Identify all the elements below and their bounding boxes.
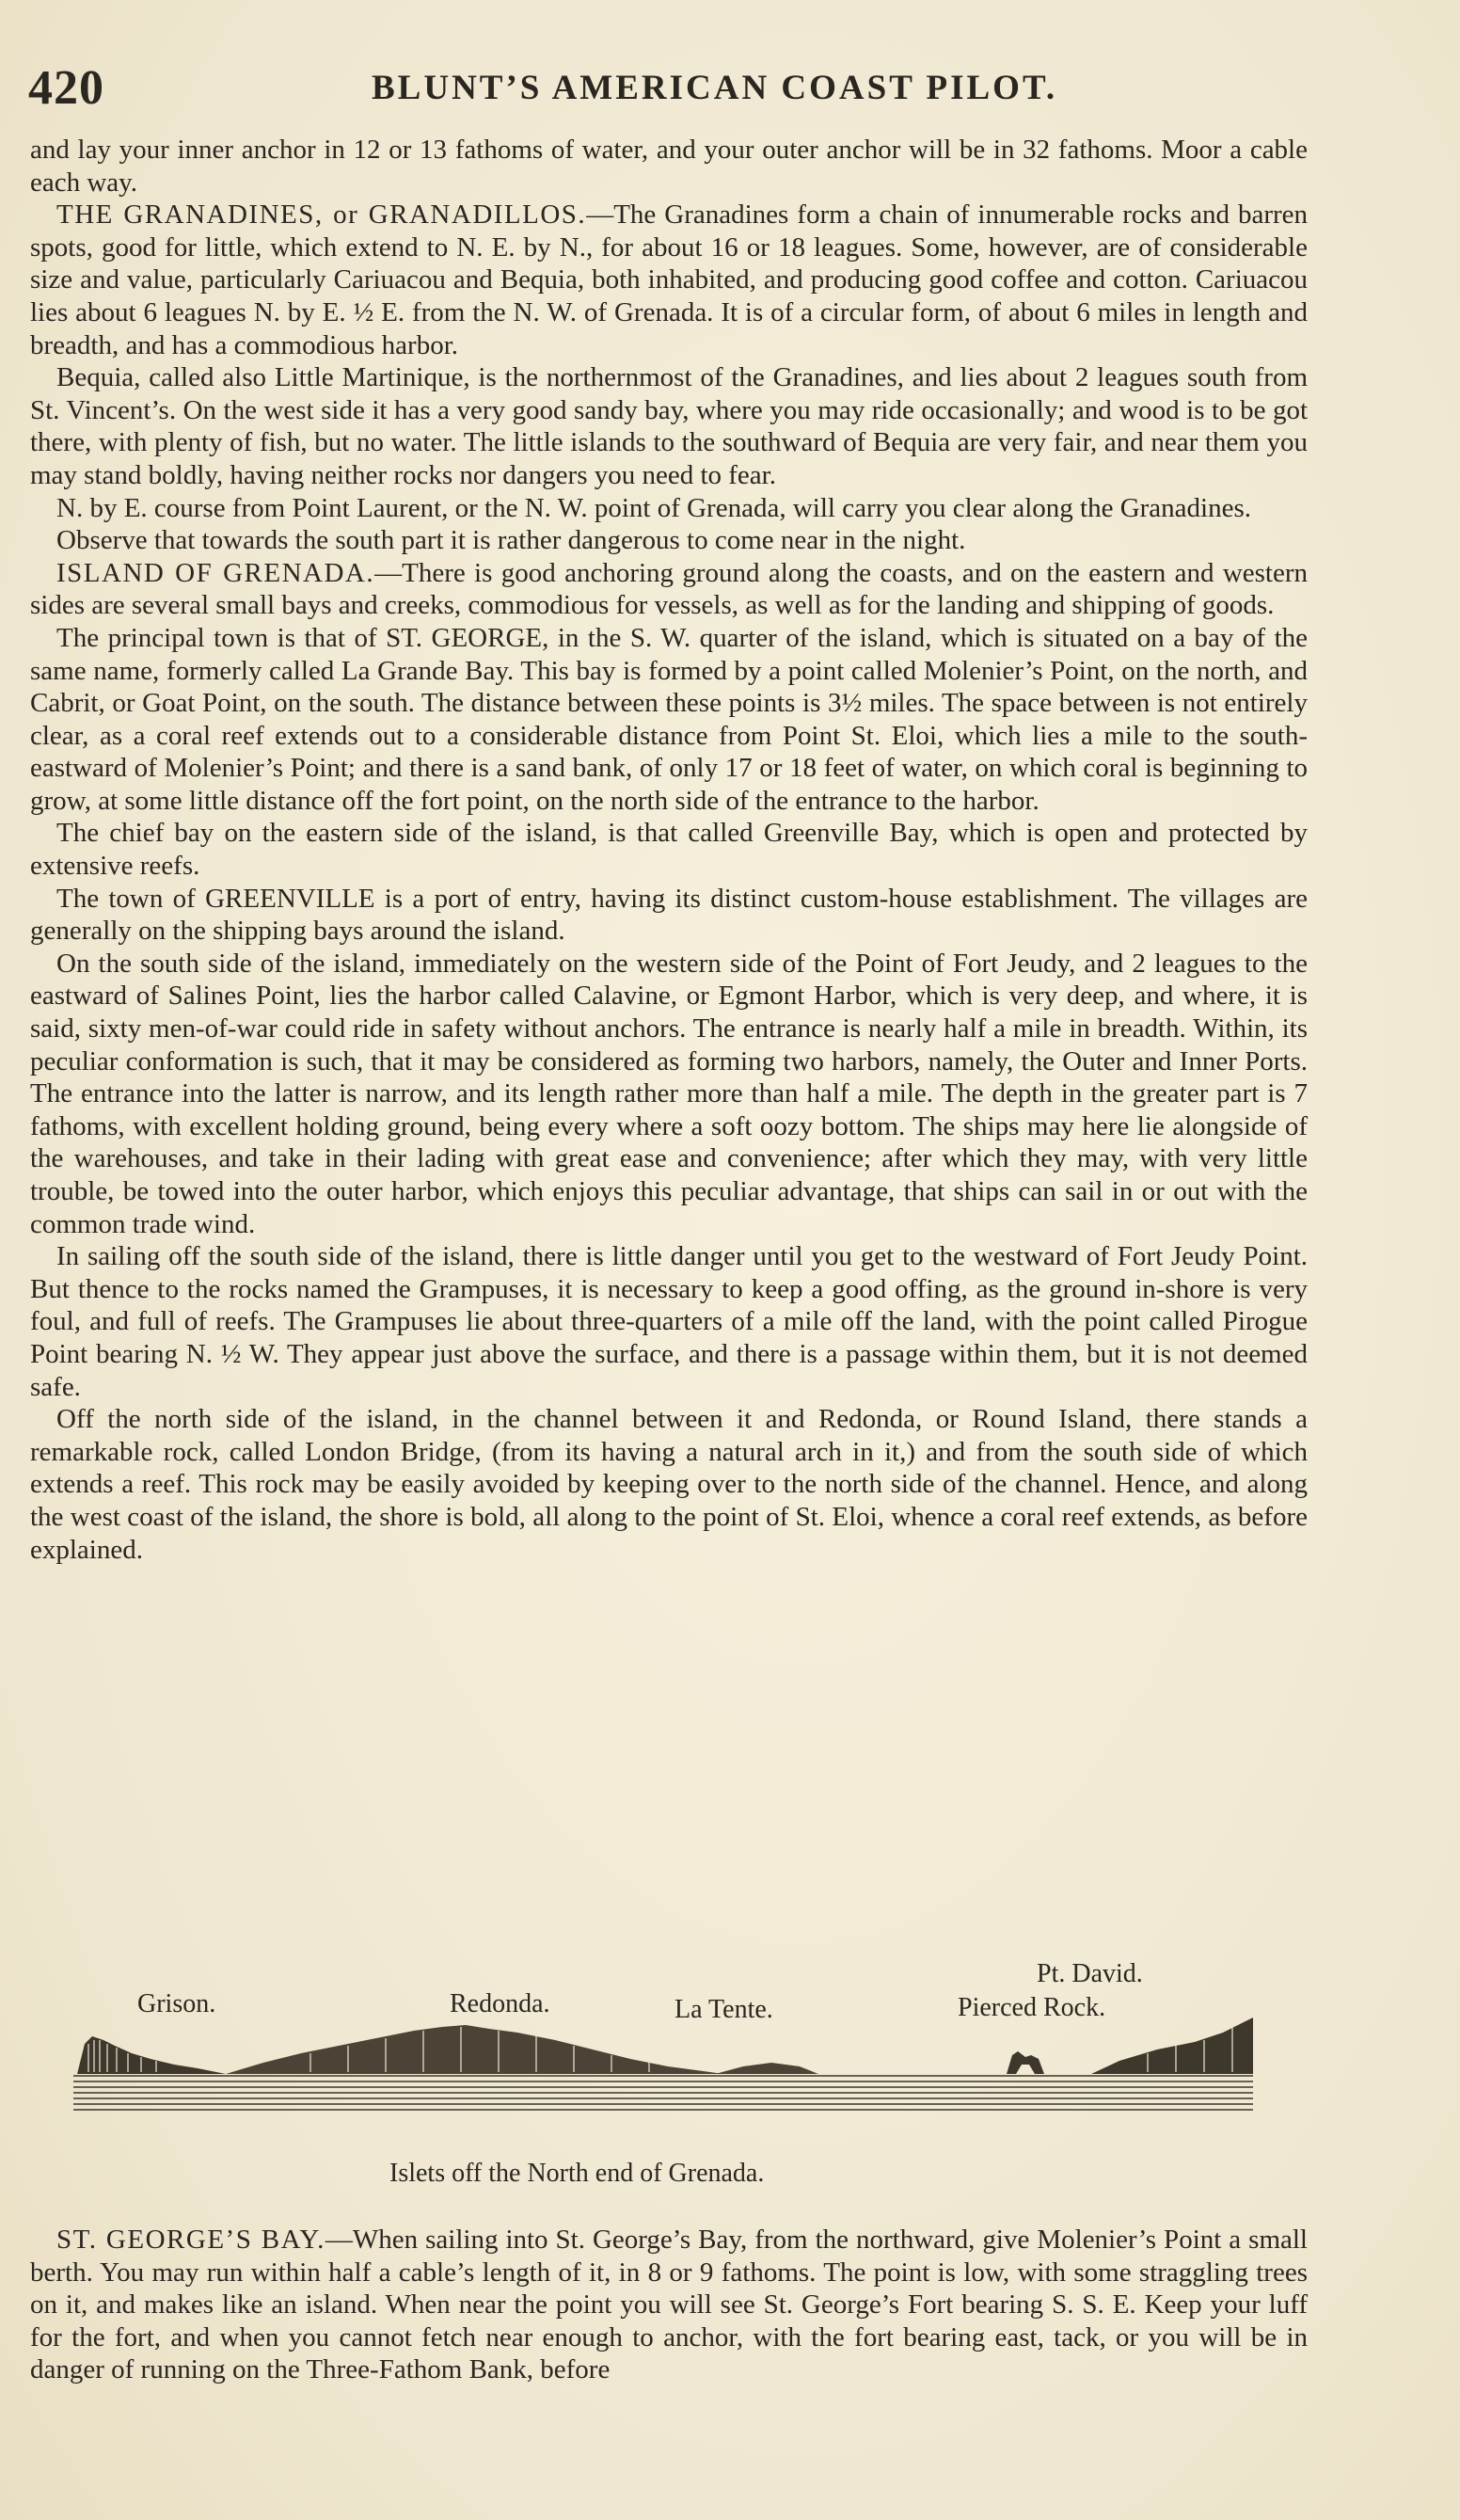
paragraph: and lay your inner anchor in 12 or 13 fathoms of water, and your outer anchor will be in 32 fathoms. Moor a cable each way.: [30, 135, 1308, 198]
page-header: [28, 60, 1308, 117]
label-la-tente: La Tente.: [674, 1995, 773, 2024]
paragraph: On the south side of the island, immediately on the western side of the Point of Fort Jeudy, and 2 leagues to the eastward of Salines Point, lies the harbor called Calavine, or Egmont Harbor, which is very deep, and where, it is said, sixty men-of-war could ride in safety without anchors. The entrance is nearly half a mile in breadth. Within, its peculiar conformation is such, that it may be considered as forming two harbors, namely, the Outer and Inner Ports. The entrance into the latter is narrow, and its length rather more than half a mile. The depth in the greater part is 7 fathoms, with excellent holding ground, being every where a soft oozy bottom. The ships may here lie alongside of the warehouses, and take in their lading with great ease and convenience; after which they may, with very little trouble, be towed into the outer harbor, which enjoys this peculiar advantage, that ships can sail in or out with the common trade wind.: [30, 948, 1308, 1239]
paragraph-granadines: THE GRANADINES, or GRANADILLOS.—The Granadines form a chain of innumerable rocks and barren spots, good for little, which extend to N. E. by N., for about 16 or 18 leagues. Some, however, are of considerable size and value, particularly Cariuacou and Bequia, both inhabited, and producing good coffee and cotton. Cariuacou lies about 6 leagues N. by E. ½ E. from the N. W. of Grenada. It is of a circular form, of about 6 miles in length and breadth, and has a commodious harbor.: [30, 199, 1309, 360]
paragraph: The town of GREENVILLE is a port of entry, having its distinct custom-house establishment. The villages are generally on the shipping bays around the island.: [30, 883, 1308, 947]
paragraph: Bequia, called also Little Martinique, is the northernmost of the Granadines, and lies about 2 leagues south from St. Vincent’s. On the west side it has a very good sandy bay, where you may ride occasionally; and wood is to be got there, with plenty of fish, but no water. The little islands to the southward of Bequia are very fair, and near them you may stand boldly, having neither rocks nor dangers you need to fear.: [30, 362, 1308, 490]
label-pt-david: Pt. David.: [1037, 1959, 1143, 1988]
paragraph-grenada: ISLAND OF GRENADA.—There is good anchoring ground along the coasts, and on the eastern and western sides are several small bays and creeks, commodious for vessels, as well as for the landing and shipping of goods.: [30, 557, 1309, 621]
pt-david-headland: [1091, 2018, 1253, 2074]
figure-caption: Islets off the North end of Grenada.: [389, 2159, 765, 2188]
coastal-view-figure: [66, 1950, 1270, 2204]
body-text-after-figure: [30, 2224, 1308, 2386]
paragraph: In sailing off the south side of the island, there is little danger until you get to the westward of Fort Jeudy Point. But thence to the rocks named the Grampuses, it is necessary to keep a good offing, as the ground in-shore is very foul, and full of reefs. The Grampuses lie about three-quarters of a mile off the land, with the point called Pirogue Point bearing N. ½ W. They appear just above the surface, and there is a passage within them, but it is not deemed safe.: [30, 1241, 1308, 1402]
label-redonda: Redonda.: [450, 1989, 550, 2018]
section-heading: ST. GEORGE’S BAY.: [56, 2225, 325, 2255]
paragraph: Observe that towards the south part it is rather dangerous to come near in the night.: [56, 525, 966, 556]
section-heading: ISLAND OF GRENADA.: [56, 557, 375, 588]
section-heading: THE GRANADINES, or GRANADILLOS.: [56, 199, 587, 231]
label-grison: Grison.: [137, 1989, 216, 2018]
paragraph: Off the north side of the island, in the channel between it and Redonda, or Round Island, there stands a remarkable rock, called London Bridge, (from its having a natural arch in it,) and from the south side of which extends a reef. This rock may be easily avoided by keeping over to the north side of the channel. Hence, and along the west coast of the island, the shore is bold, all along to the point of St. Eloi, whence a coral reef extends, as before explained.: [30, 1404, 1308, 1565]
paragraph: N. by E. course from Point Laurent, or the N. W. point of Grenada, will carry you clear along the Granadines.: [56, 492, 1251, 523]
paragraph-st-georges-bay: ST. GEORGE’S BAY.—When sailing into St. George’s Bay, from the northward, give Molenier’s Point a small berth. You may run within half a cable’s length of it, in 8 or 9 fathoms. The point is low, with some straggling trees on it, and makes like an island. When near the point you will see St. George’s Fort bearing S. S. E. Keep your luff for the fort, and when you cannot fetch near enough to anchor, with the fort bearing east, tack, or you will be in danger of running on the Three-Fathom Bank, before: [30, 2225, 1308, 2385]
islets-sketch: [66, 2016, 1270, 2138]
paragraph: The principal town is that of ST. GEORGE, in the S. W. quarter of the island, which is situated on a bay of the same name, formerly called La Grande Bay. This bay is formed by a point called Molenier’s Point, on the north, and Cabrit, or Goat Point, on the south. The distance between these points is 3½ miles. The space between is not entirely clear, as a coral reef extends out to a considerable distance from Point St. Eloi, which lies a mile to the south-eastward of Molenier’s Point; and there is a sand bank, of only 17 or 18 feet of water, on which coral is beginning to grow, at some little distance off the fort point, on the north side of the entrance to the harbor.: [30, 622, 1308, 816]
sea-lines: [73, 2076, 1253, 2110]
la-tente-islet: [715, 2063, 818, 2074]
body-text: [30, 134, 1308, 1566]
pierced-rock-islet: [1007, 2051, 1044, 2074]
page-number: 420: [28, 61, 104, 115]
paragraph: The chief bay on the eastern side of the island, is that called Greenville Bay, which is open and protected by extensive reefs.: [30, 818, 1308, 882]
label-pierced-rock: Pierced Rock.: [958, 1993, 1106, 2022]
running-title: BLUNT’S AMERICAN COAST PILOT.: [372, 69, 1058, 107]
